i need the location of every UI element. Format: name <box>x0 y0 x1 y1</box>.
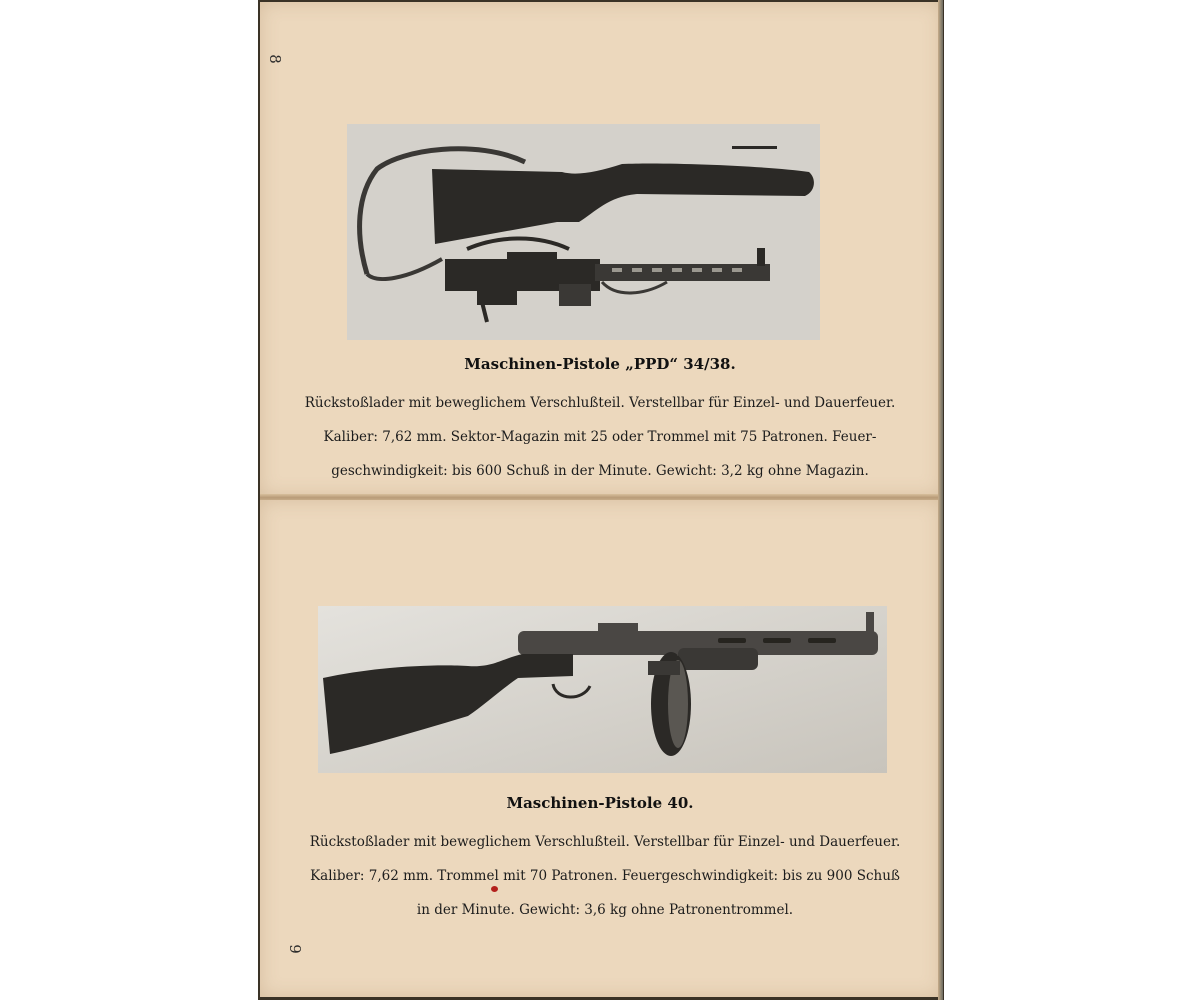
page-number-top: 8 <box>265 54 284 64</box>
ppd-caption-line: Kaliber: 7,62 mm. Sektor-Magazin mit 25 oder Trommel mit 75 Patronen. Feuer- <box>323 429 877 445</box>
ppd-caption-line: geschwindigkeit: bis 600 Schuß in der Minute. Gewicht: 3,2 kg ohne Magazin. <box>331 463 869 479</box>
mp40-title: Maschinen-Pistole 40. <box>506 794 694 812</box>
ppd-caption-line: Rückstoßlader mit beweglichem Verschlußteil. Verstellbar für Einzel- und Dauerfeuer. <box>304 395 896 411</box>
ppd-photo <box>347 124 820 340</box>
page-number-bottom: 9 <box>285 944 304 954</box>
mp40-caption-line: Kaliber: 7,62 mm. Trommel mit 70 Patronen. Feuergeschwindigkeit: bis zu 900 Schuß <box>310 868 900 884</box>
ppd-title: Maschinen-Pistole „PPD“ 34/38. <box>464 355 736 373</box>
mp40-photo <box>318 606 887 773</box>
rifle-stock-and-barrel-icon <box>347 124 820 340</box>
ink-stain <box>491 886 498 892</box>
page-edge <box>938 0 943 1000</box>
mp40-caption-line: in der Minute. Gewicht: 3,6 kg ohne Patronentrommel. <box>416 902 794 918</box>
mp40-caption <box>300 817 910 936</box>
ppd-caption <box>290 378 910 497</box>
submachine-gun-icon <box>318 606 887 773</box>
mp40-caption-line: Rückstoßlader mit beweglichem Verschlußteil. Verstellbar für Einzel- und Dauerfeuer. <box>309 834 901 850</box>
